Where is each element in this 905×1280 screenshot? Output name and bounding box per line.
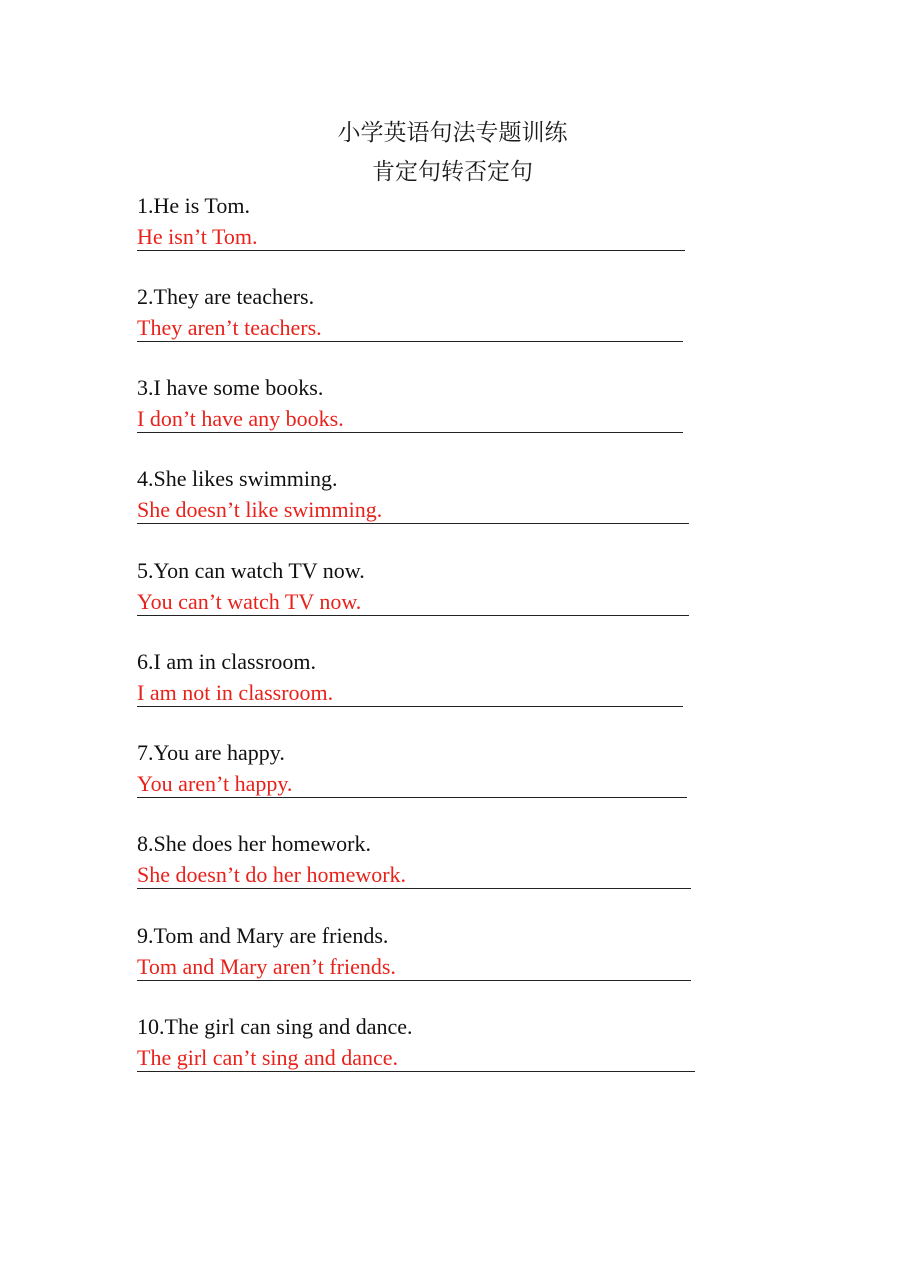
exercise-item-3 (137, 375, 683, 455)
exercise-question: 4.She likes swimming. (137, 466, 338, 491)
exercise-question: 8.She does her homework. (137, 831, 372, 856)
exercise-answer: They aren’t teachers. (137, 315, 683, 342)
exercise-question: 6.I am in classroom. (137, 649, 317, 674)
exercise-item-9 (137, 923, 691, 1003)
exercise-question: 9.Tom and Mary are friends. (137, 923, 389, 948)
exercise-answer: Tom and Mary aren’t friends. (137, 954, 691, 981)
exercise-question: 1.He is Tom. (137, 193, 250, 218)
exercise-item-4 (137, 466, 689, 546)
exercise-answer: You can’t watch TV now. (137, 589, 689, 616)
page-title: 小学英语句法专题训练 (337, 120, 568, 146)
exercise-item-10 (137, 1014, 695, 1094)
exercise-answer: I don’t have any books. (137, 406, 683, 433)
exercise-question: 2.They are teachers. (137, 284, 315, 309)
exercise-question: 5.Yon can watch TV now. (137, 558, 365, 583)
exercise-item-7 (137, 740, 687, 820)
exercise-answer: I am not in classroom. (137, 680, 683, 707)
exercise-answer: She doesn’t do her homework. (137, 862, 691, 889)
exercise-item-5 (137, 558, 689, 638)
page-subtitle: 肯定句转否定句 (372, 159, 533, 185)
exercise-item-8 (137, 831, 691, 911)
exercise-answer: She doesn’t like swimming. (137, 497, 689, 524)
exercise-answer: He isn’t Tom. (137, 224, 685, 251)
exercise-question: 3.I have some books. (137, 375, 324, 400)
exercise-answer: You aren’t happy. (137, 771, 687, 798)
exercise-answer: The girl can’t sing and dance. (137, 1045, 695, 1072)
exercise-item-6 (137, 649, 683, 729)
exercise-question: 7.You are happy. (137, 740, 285, 765)
exercise-item-1 (137, 193, 685, 273)
exercise-item-2 (137, 284, 683, 364)
exercise-question: 10.The girl can sing and dance. (137, 1014, 413, 1039)
